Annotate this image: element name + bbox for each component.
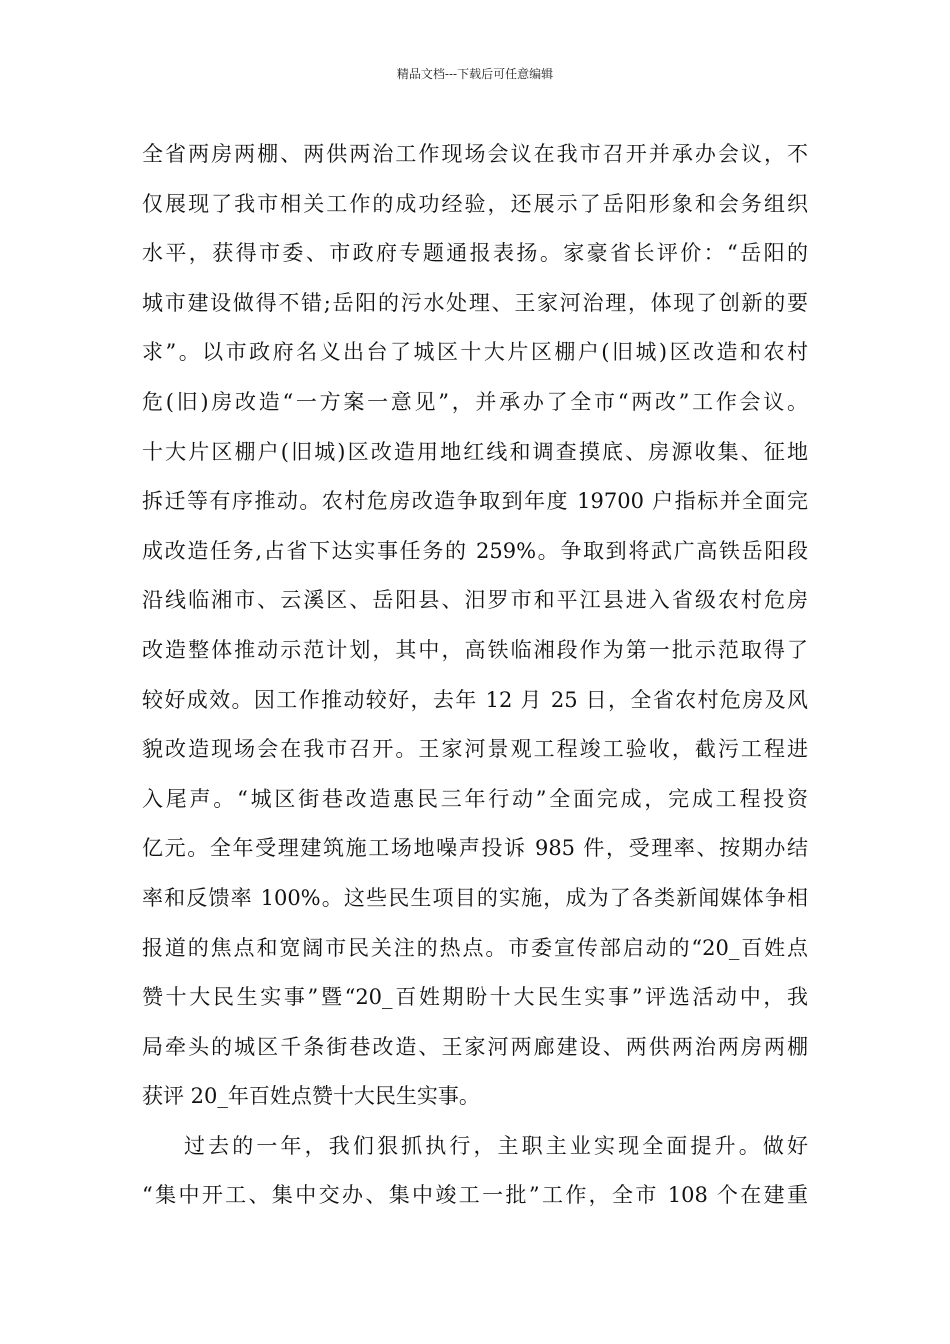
body-line: “集中开工、集中交办、集中竣工一批”工作，全市 108 个在建重 (142, 1183, 808, 1208)
body-line: 率和反馈率 100%。这些民生项目的实施，成为了各类新闻媒体争相 (142, 885, 808, 910)
body-line: 入尾声。“城区街巷改造惠民三年行动”全面完成，完成工程投资 (142, 786, 808, 811)
body-line: 貌改造现场会在我市召开。王家河景观工程竣工验收，截污工程进 (142, 737, 808, 762)
body-line: 较好成效。因工作推动较好，去年 12 月 25 日，全省农村危房及风 (142, 687, 808, 712)
page-header: 精品文档---下载后可任意编辑 (396, 67, 554, 81)
body-line: 城市建设做得不错;岳阳的污水处理、王家河治理，体现了创新的要 (142, 290, 808, 315)
document-body (142, 130, 808, 1221)
body-line: 仅展现了我市相关工作的成功经验，还展示了岳阳形象和会务组织 (142, 191, 808, 216)
body-line: 亿元。全年受理建筑施工场地噪声投诉 985 件，受理率、按期办结 (142, 836, 808, 861)
body-line: 求”。以市政府名义出台了城区十大片区棚户(旧城)区改造和农村 (142, 340, 808, 365)
body-line: 赞十大民生实事”暨“20_百姓期盼十大民生实事”评选活动中，我 (142, 985, 808, 1010)
body-line: 改造整体推动示范计划，其中，高铁临湘段作为第一批示范取得了 (142, 637, 808, 662)
body-line: 局牵头的城区千条街巷改造、王家河两廊建设、两供两治两房两棚 (142, 1034, 808, 1059)
body-line: 水平，获得市委、市政府专题通报表扬。家豪省长评价：“岳阳的 (142, 241, 808, 266)
body-line: 拆迁等有序推动。农村危房改造争取到年度 19700 户指标并全面完 (142, 489, 808, 514)
body-line: 成改造任务,占省下达实事任务的 259%。争取到将武广高铁岳阳段 (142, 538, 808, 563)
body-line: 十大片区棚户(旧城)区改造用地红线和调查摸底、房源收集、征地 (142, 439, 808, 464)
body-line: 报道的焦点和宽阔市民关注的热点。市委宣传部启动的“20_百姓点 (142, 935, 808, 960)
body-line: 全省两房两棚、两供两治工作现场会议在我市召开并承办会议，不 (142, 142, 808, 166)
body-line: 危(旧)房改造“一方案一意见”，并承办了全市“两改”工作会议。 (142, 389, 808, 414)
paragraph-end-line: 获评 20_年百姓点赞十大民生实事。 (142, 1084, 480, 1109)
body-line: 沿线临湘市、云溪区、岳阳县、汨罗市和平江县进入省级农村危房 (142, 588, 808, 613)
paragraph-start-line: 过去的一年，我们狠抓执行，主职主业实现全面提升。做好 (184, 1133, 808, 1158)
